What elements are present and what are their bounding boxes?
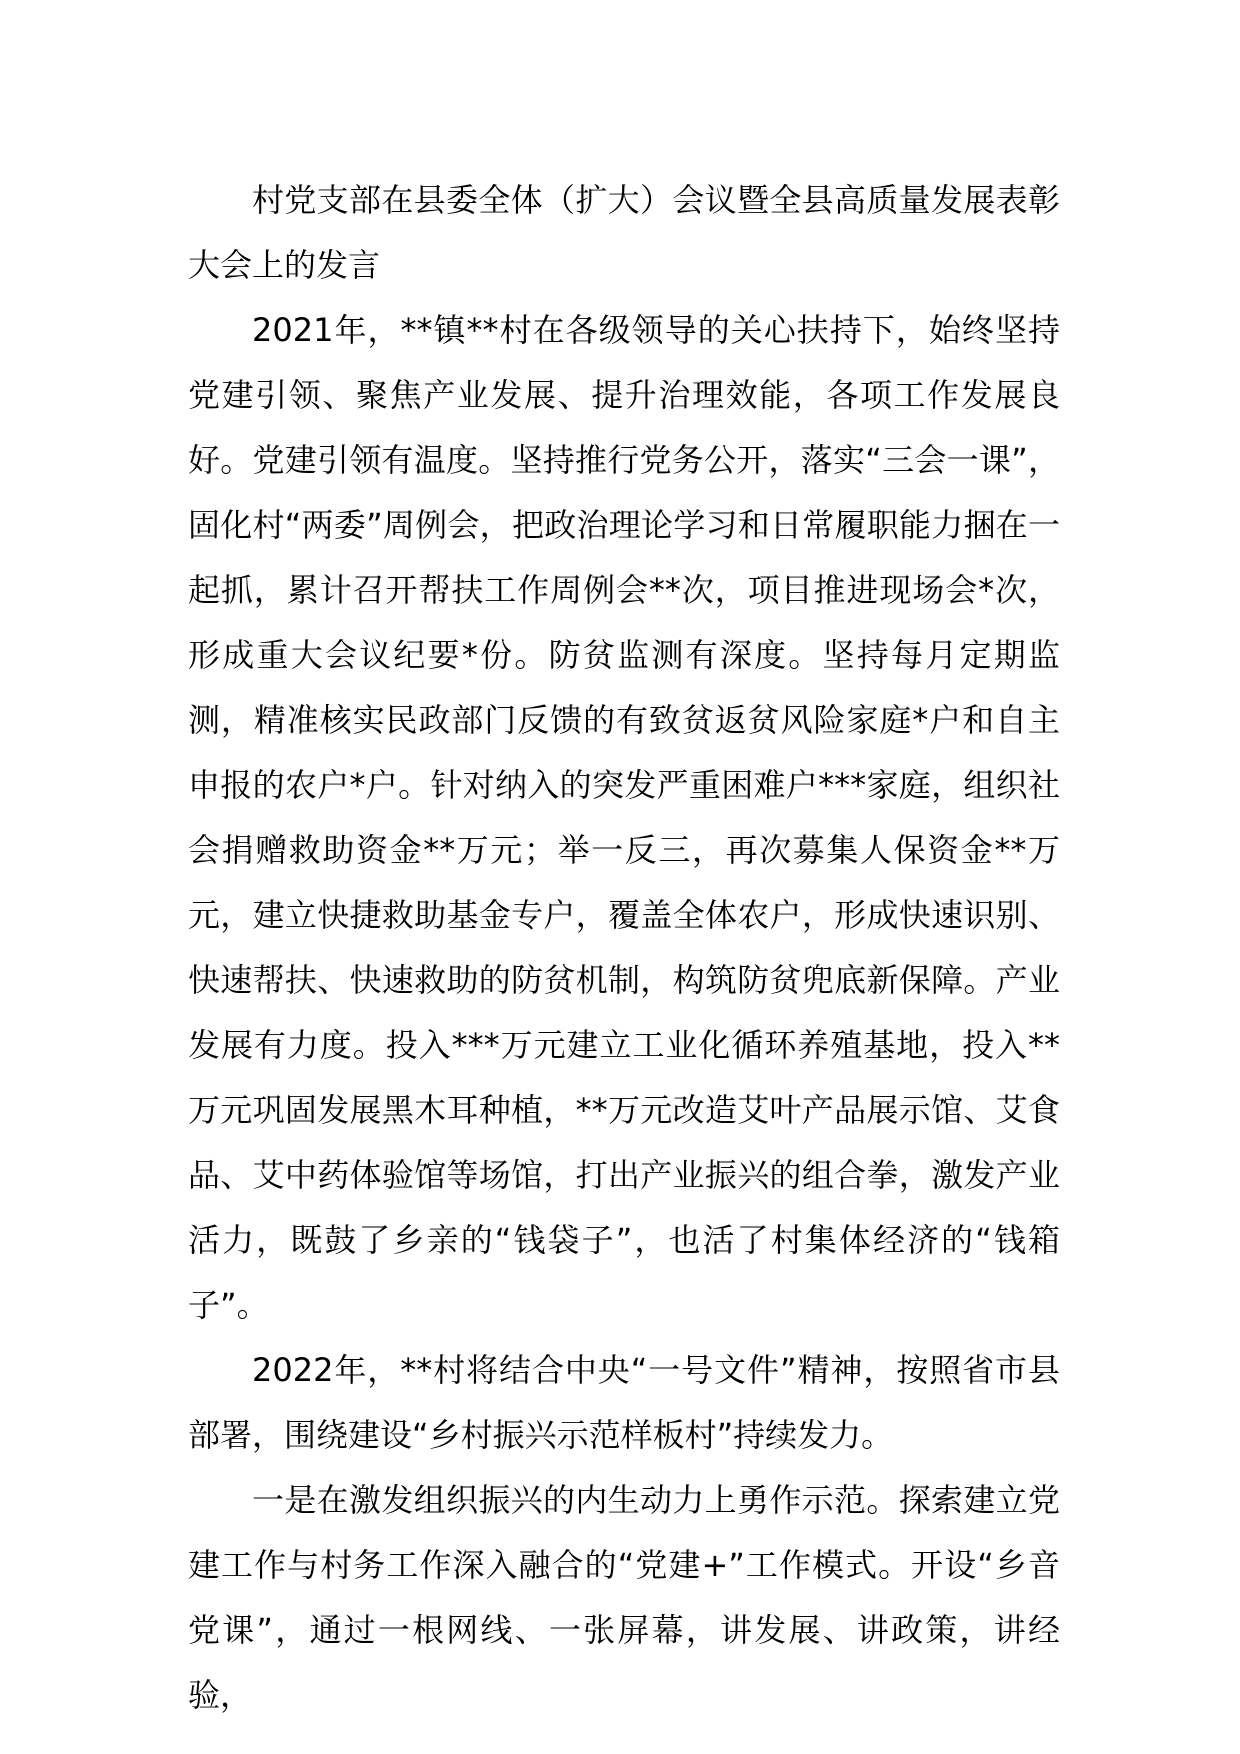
- document-title: 村党支部在县委全体（扩大）会议暨全县高质量发展表彰大会上的发言: [188, 181, 1060, 284]
- document-body: [188, 168, 1060, 1728]
- paragraph-organization-revitalization: 一是在激发组织振兴的内生动力上勇作示范。探索建立党建工作与村务工作深入融合的“党建+”工作模式。开设“乡音党课”，通过一根网线、一张屏幕，讲发展、讲政策，讲经验，: [188, 1481, 1060, 1714]
- paragraph-2022-plan: 2022年，**村将结合中央“一号文件”精神，按照省市县部署，围绕建设“乡村振兴示范样板村”持续发力。: [188, 1351, 1060, 1454]
- paragraph-2021-summary: 2021年，**镇**村在各级领导的关心扶持下，始终坚持党建引领、聚焦产业发展、提升治理效能，各项工作发展良好。党建引领有温度。坚持推行党务公开，落实“三会一课”，固化村“两委”周例会，把政治理论学习和日常履职能力捆在一起抓，累计召开帮扶工作周例会**次，项目推进现场会*次，形成重大会议纪要*份。防贫监测有深度。坚持每月定期监测，精准核实民政部门反馈的有致贫返贫风险家庭*户和自主申报的农户*户。针对纳入的突发严重困难户***家庭，组织社会捐赠救助资金**万元；举一反三，再次募集人保资金**万元，建立快捷救助基金专户，覆盖全体农户，形成快速识别、快速帮扶、快速救助的防贫机制，构筑防贫兜底新保障。产业发展有力度。投入***万元建立工业化循环养殖基地，投入**万元巩固发展黑木耳种植，**万元改造艾叶产品展示馆、艾食品、艾中药体验馆等场馆，打出产业振兴的组合拳，激发产业活力，既鼓了乡亲的“钱袋子”，也活了村集体经济的“钱箱子”。: [188, 311, 1060, 1324]
